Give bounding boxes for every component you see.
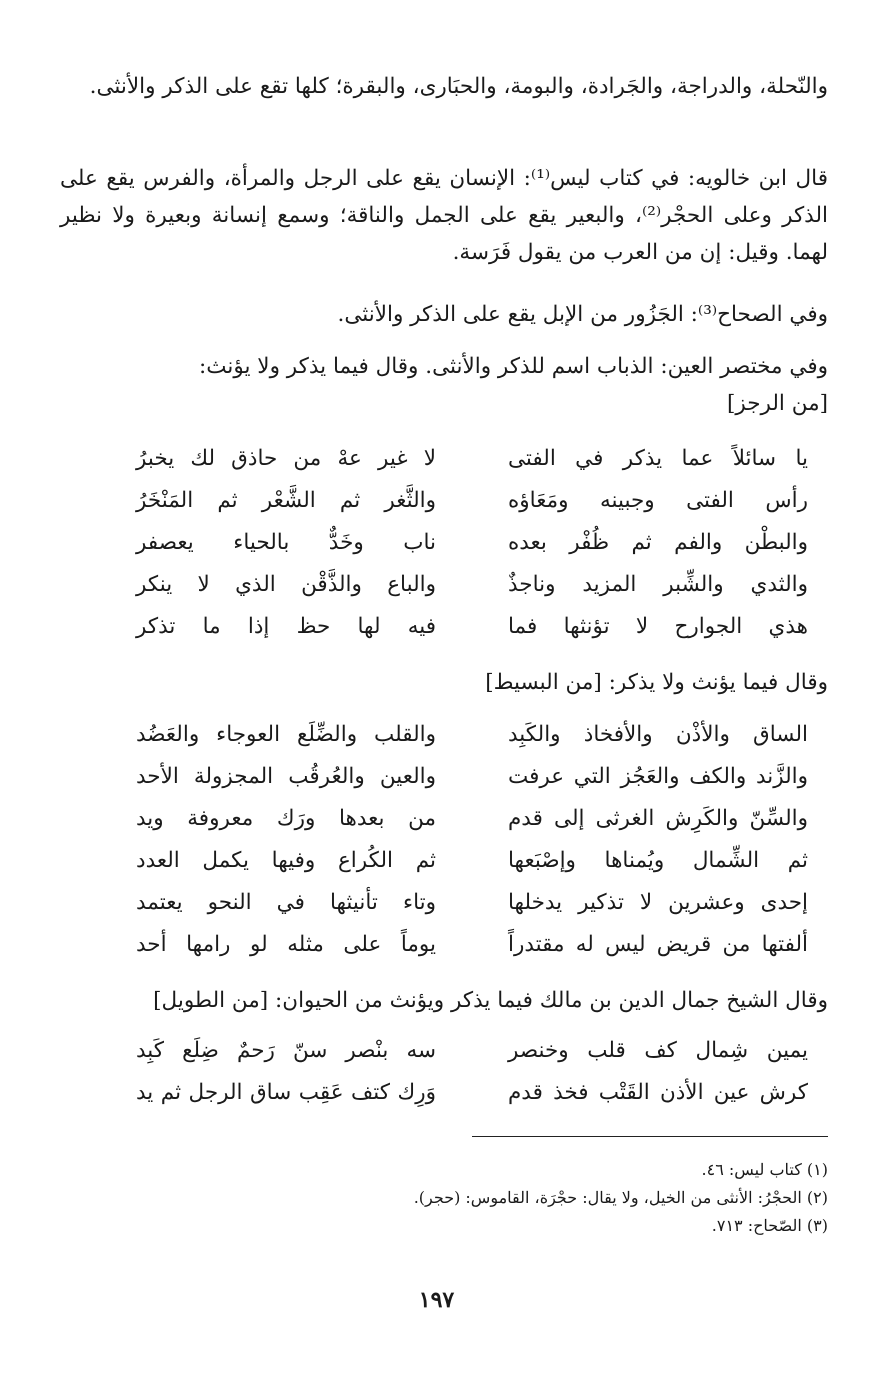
poem-verse [60,1080,828,1120]
verse-first-hemistich: والسِّنّ والكَرِش الغرثى إلى قدم [508,806,808,831]
poem-verse [60,848,828,888]
verse-first-hemistich: ثم الشِّمال ويُمناها وإصْبَعها [508,848,808,873]
paragraph-sihah: وفي الصحاح⁽³⁾: الجَزُور من الإبل يقع على الذكر والأنثى. [337,302,828,327]
footnotes [60,1156,828,1240]
poem-verse [60,488,828,528]
footnote-1: (١) كتاب ليس: ٤٦. [701,1160,828,1179]
verse-first-hemistich: إحدى وعشرين لا تذكير يدخلها [508,890,808,915]
verse-first-hemistich: يمين شِمال كف قلب وخنصر [508,1038,808,1063]
poem-verse [60,806,828,846]
footnote-separator [472,1136,828,1137]
verse-first-hemistich: هذي الجوارح لا تؤنثها فما [508,614,808,639]
poem-verse [60,572,828,612]
verse-first-hemistich: كرش عين الأذن القَتْب فخذ قدم [508,1080,808,1105]
verse-second-hemistich: ناب وخَدٌّ بالحياء يعصفر [136,530,436,555]
verse-second-hemistich: والعين والعُرقُب المجزولة الأحد [136,764,436,789]
verse-first-hemistich: الساق والأذْن والأفخاذ والكَبِد [508,722,808,747]
poem-verse [60,722,828,762]
meter-label-tawil: [من الطويل] [153,988,269,1013]
poem-verse [60,932,828,972]
verse-first-hemistich: والثدي والشِّبر المزيد وناجذٌ [508,572,808,597]
paragraph-mukhtasar-al-ayn [60,348,828,422]
paragraph-text: وقال الشيخ جمال الدين بن مالك فيما يذكر ويؤنث من الحيوان: [275,988,828,1013]
paragraph-ibn-malik [60,982,828,1019]
poem-verse [60,614,828,654]
paragraph-text: وقال فيما يؤنث ولا يذكر: [608,670,828,695]
verse-first-hemistich: يا سائلاً عما يذكر في الفتى [508,446,808,471]
verse-second-hemistich: والثَّغر ثم الشَّعْر ثم المَنْخَرُ [136,488,436,513]
book-page [60,0,828,1375]
verse-second-hemistich: من بعدها ورَك معروفة ويد [136,806,436,831]
verse-second-hemistich: والقلب والضِّلَع العوجاء والعَضُد [136,722,436,747]
paragraph-feminine-intro [60,664,828,701]
verse-second-hemistich: والباع والذَّقْن الذي لا ينكر [136,572,436,597]
verse-first-hemistich: ألفتها من قريض ليس له مقتدراً [508,932,808,957]
verse-first-hemistich: رأس الفتى وجبينه ومَعَاؤه [508,488,808,513]
poem-verse [60,890,828,930]
verse-first-hemistich: والبطْن والفم ثم ظُفْر بعده [508,530,808,555]
paragraph-animals-list: والنّحلة، والدراجة، والجَرادة، والبومة، والحبَارى، والبقرة؛ كلها تقع على الذكر والأنثى. [89,74,828,99]
footnote-2: (٢) الحجْرُ: الأنثى من الخيل، ولا يقال: حجْرَة، القاموس: (حجر). [413,1188,828,1207]
paragraph-ibn-khalawayh: قال ابن خالويه: في كتاب ليس⁽¹⁾: الإنسان يقع على الرجل والمرأة، والفرس يقع على الذكر وعلى الحجْر⁽²⁾، والبعير يقع على الجمل والناقة؛ وسمع إنسانة وبعيرة ولا نظير لهما. وقيل: إن من العرب من يقول فَرَسة. [60,166,828,265]
verse-second-hemistich: لا غير عهْ من حاذق لك يخبرُ [136,446,436,471]
poem-verse [60,1038,828,1078]
verse-second-hemistich: وَرِك كتف عَقِب ساق الرجل ثم يد [136,1080,436,1105]
footnote-3: (٣) الصّحاح: ٧١٣. [711,1216,828,1235]
verse-second-hemistich: يوماً على مثله لو رامها أحد [136,932,436,957]
verse-first-hemistich: والزَّند والكف والعَجُز التي عرفت [508,764,808,789]
poem-verse [60,764,828,804]
verse-second-hemistich: ثم الكُراع وفيها يكمل العدد [136,848,436,873]
verse-second-hemistich: سه بنْصر سنّ رَحمٌ ضِلَع كَبِد [136,1038,436,1063]
poem-verse [60,530,828,570]
meter-label-basit: [من البسيط] [485,670,602,695]
meter-label-rajaz: [من الرجز] [726,391,828,416]
page-number: ١٩٧ [418,1287,455,1313]
paragraph-text: وفي مختصر العين: الذباب اسم للذكر والأنثى. وقال فيما يذكر ولا يؤنث: [199,354,828,379]
poem-verse [60,446,828,486]
verse-second-hemistich: فيه لها حظ إذا ما تذكر [136,614,436,639]
verse-second-hemistich: وتاء تأنيثها في النحو يعتمد [136,890,436,915]
